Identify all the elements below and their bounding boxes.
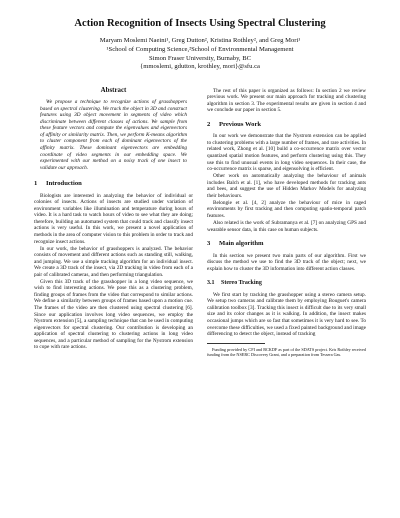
two-column-body: [34, 88, 366, 358]
abstract-heading: Abstract: [100, 86, 127, 94]
section-heading: [207, 241, 366, 248]
section-number: 2: [207, 120, 211, 128]
paragraph: Other work on automatically analyzing the behaviour of animals includes Balch et al. [1], who have developed methods for tracking ants and bees, and suggest the use of Hidden Markov Models for analyzing their behaviours.: [207, 173, 366, 199]
paragraph: Biologists are interested in analyzing the behavior of individual or colonies of insects. Actions of insects are studied under variation of environment variables like illumination and temperature during hours of video. It is a hard task to watch hours of video to see what they are doing; therefore, building an automated system that could track and classify insect actions is very useful. In this work, we present a novel application of methods in the area of computer vision to this problem in order to track and recognize insect actions.: [34, 192, 193, 245]
subsection-title: Stereo Tracking: [221, 280, 262, 287]
footnote-divider: [207, 343, 265, 344]
section-title: Main algorithm: [219, 240, 264, 248]
paragraph: In our work, the behavior of grasshoppers is analyzed. The behavior consists of movement and different actions such as standing still, walking, and jumping. We use a simple tracking algorithm for an individual insect. We create a 3D track of the insect, via 2D tracking in video from each of a pair of calibrated cameras, and then performing triangulation.: [34, 245, 193, 278]
email-line: {mmoslemi, gdutton, krothley, mori}@sfu.ca: [140, 63, 260, 71]
affiliation-line: ¹School of Computing Science,²School of Environmental Management: [106, 46, 294, 54]
paragraph: We first start by tracking the grasshopper using a stereo camera setup. We setup two cameras and calibrate them by employing Bouguet's camera calibration toolbox [3]. Tracking this insect is difficult due to its very small size and its color changes as it is walking. In addition, the insect makes occasional jumps which are so fast that sometimes it is very hard to see. To overcome these difficulties, we used a fixed painted background and image differencing to detect the object, instead of tracking: [207, 291, 366, 338]
paragraph: The rest of this paper is organized as follows: In section 2 we review previous work. We present our main approach for tracking and clustering algorithm in section 3. The experimental results are given in section 4 and we conclude our paper in section 5.: [207, 87, 366, 114]
section-heading: [207, 122, 366, 129]
paragraph: In our work we demonstrate that the Nystrom extension can be applied to clustering problems with a large number of frames, and rare activities. In related work, Zhong et al. [10] build a co-occurrence matrix over vector quantized spatial motion features, and perform clustering using this. They use this to find unusual events in long video sequences. In their case, the co-occurrence matrix is sparse, and eigensolving is efficient.: [207, 133, 366, 173]
section-heading: [34, 181, 193, 188]
affiliation-line: Simon Fraser University, Burnaby, BC: [148, 54, 252, 62]
paragraph: Also related is the work of Subramanya et al. [7] on analyzing GPS and wearable sensor data, in this case on human subjects.: [207, 219, 366, 233]
subsection-number: 3.1: [207, 280, 215, 287]
author-list: Maryam Moslemi Naeini¹, Greg Dutton², Kristina Rothley², and Greg Mori¹: [99, 37, 301, 44]
paper-title: Action Recognition of Insects Using Spectral Clustering: [74, 18, 326, 29]
footnote: Funding provided by CFI and BCKDF as part of the SDATS project. Kris Rothley received funding from the NSERC Discovery Grant, and a preparation from Tessera Gas.: [207, 346, 366, 357]
subsection-heading: [207, 280, 366, 287]
abstract-text: We propose a technique to recognize actions of grasshoppers based on spectral clustering. We track the object in 3D and construct features using 3D object movement in segments of video which discriminate between different classes of actions. We sample from these feature vectors and compute the eigenvalues and eigenvectors of affinity or similarity matrix. Then, we perform K-means algorithm to cluster component from each of dominant eigenvectors of the affinity matrix. These dominant eigenvectors are embedding coordinate of video segments in our embedding space. We experimented with our method on a noisy track of one insect to validate our approach.: [40, 99, 187, 171]
left-column: [34, 88, 193, 358]
paragraph: In this section we present two main parts of our algorithm. First we discuss the method we use to find the 3D track of the object; next, we explain how to cluster the 3D information into different action classes.: [207, 252, 366, 272]
section-number: 3: [207, 240, 211, 248]
right-column: [207, 88, 366, 358]
section-number: 1: [34, 180, 38, 188]
paragraph: Belongie et al. [4, 2] analyze the behaviour of mice in caged environments by first tracking and then computing spatio-temporal patch features.: [207, 199, 366, 219]
paragraph: Given this 3D track of the grasshopper in a long video sequence, we wish to find interesting actions. We pose this as a clustering problem, finding groups of frames from the video that correspond to similar actions. We define a similarity between groups of frames based upon a motion cue. The frames of the video are then clustered using spectral clustering [6]. Since our application involves long video sequences, we employ the Nystrom extension [5], a sampling technique that can be used in computing eigenvectors for spectral clustering. Our contribution is developing an application of spectral clustering to clustering actions in long video sequences, and a particular method of sampling for the Nystrom extension to cope with rare actions.: [34, 278, 193, 351]
abstract: [34, 99, 193, 171]
affiliations: [34, 46, 366, 71]
section-title: Previous Work: [219, 120, 262, 128]
section-title: Introduction: [46, 180, 82, 188]
